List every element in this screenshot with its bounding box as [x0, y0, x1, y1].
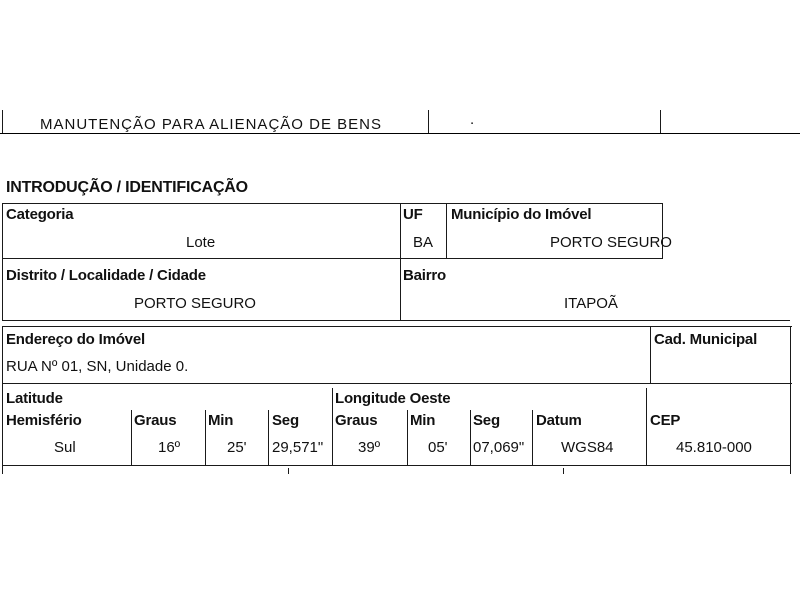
lat-graus-label: Graus — [134, 412, 177, 429]
datum-label: Datum — [536, 412, 582, 429]
bottom-tick-mid-1 — [288, 468, 289, 474]
lon-graus-value: 39º — [358, 439, 381, 456]
lon-seg-label: Seg — [473, 412, 500, 429]
uf-label: UF — [403, 206, 423, 223]
bottom-tick-left — [2, 466, 3, 474]
row3-top-border — [2, 326, 792, 327]
coords-left-border — [2, 383, 3, 465]
coords-right-border — [790, 383, 791, 465]
cep-label: CEP — [650, 412, 681, 429]
coords-divider-datum — [532, 410, 533, 465]
top-fragment-divider-2 — [660, 110, 661, 134]
row2-bottom-border-left — [2, 320, 400, 321]
distrito-label: Distrito / Localidade / Cidade — [6, 267, 206, 284]
coords-divider-lat-min — [205, 410, 206, 465]
longitude-label: Longitude Oeste — [335, 390, 451, 407]
row3-bottom-border — [2, 383, 792, 384]
row1-bottom-border — [2, 258, 663, 259]
coords-divider-lon-min — [407, 410, 408, 465]
lat-min-label: Min — [208, 412, 234, 429]
bottom-tick-mid-2 — [563, 468, 564, 474]
row2-left-border — [2, 258, 3, 320]
coords-divider-longitude — [332, 388, 333, 465]
top-fragment-left-border — [2, 110, 3, 134]
row3-divider-cad — [650, 326, 651, 384]
categoria-label: Categoria — [6, 206, 74, 223]
distrito-value: PORTO SEGURO — [134, 295, 256, 312]
latitude-label: Latitude — [6, 390, 63, 407]
top-fragment-text: MANUTENÇÃO PARA ALIENAÇÃO DE BENS — [40, 116, 382, 132]
row1-divider-municipio — [446, 203, 447, 259]
bairro-label: Bairro — [403, 267, 446, 284]
uf-value: BA — [413, 234, 434, 251]
row2-bottom-border-right — [400, 320, 790, 321]
row1-divider-uf — [400, 203, 401, 259]
row1-top-border — [2, 203, 662, 204]
endereco-value: RUA Nº 01, SN, Unidade 0. — [6, 358, 189, 375]
coords-bottom-border — [2, 465, 791, 466]
hemisferio-value: Sul — [54, 439, 76, 456]
bottom-tick-right — [790, 466, 791, 474]
row3-right-border — [790, 326, 791, 384]
row1-left-border — [2, 203, 3, 259]
lon-graus-label: Graus — [335, 412, 378, 429]
top-fragment-mark: . — [470, 111, 475, 128]
coords-divider-lon-seg — [470, 410, 471, 465]
lat-seg-label: Seg — [272, 412, 299, 429]
coords-divider-lat-graus — [131, 410, 132, 465]
lon-min-label: Min — [410, 412, 436, 429]
endereco-label: Endereço do Imóvel — [6, 331, 145, 348]
row3-left-border — [2, 326, 3, 384]
row2-divider-bairro — [400, 258, 401, 320]
municipio-label: Município do Imóvel — [451, 206, 592, 223]
top-fragment-divider-1 — [428, 110, 429, 134]
datum-value: WGS84 — [561, 439, 614, 456]
lat-graus-value: 16º — [158, 439, 181, 456]
bairro-value: ITAPOÃ — [564, 295, 618, 312]
coords-divider-cep — [646, 388, 647, 465]
hemisferio-label: Hemisfério — [6, 412, 82, 429]
cep-value: 45.810-000 — [676, 439, 752, 456]
lon-seg-value: 07,069" — [473, 439, 525, 456]
section-title: INTRODUÇÃO / IDENTIFICAÇÃO — [6, 179, 248, 196]
categoria-value: Lote — [186, 234, 216, 251]
lon-min-value: 05' — [428, 439, 448, 456]
cad-municipal-label: Cad. Municipal — [654, 331, 758, 348]
lat-min-value: 25' — [227, 439, 247, 456]
top-fragment-bottom-border — [0, 133, 800, 134]
coords-divider-lat-seg — [268, 410, 269, 465]
municipio-value: PORTO SEGURO — [550, 234, 672, 251]
lat-seg-value: 29,571" — [272, 439, 324, 456]
